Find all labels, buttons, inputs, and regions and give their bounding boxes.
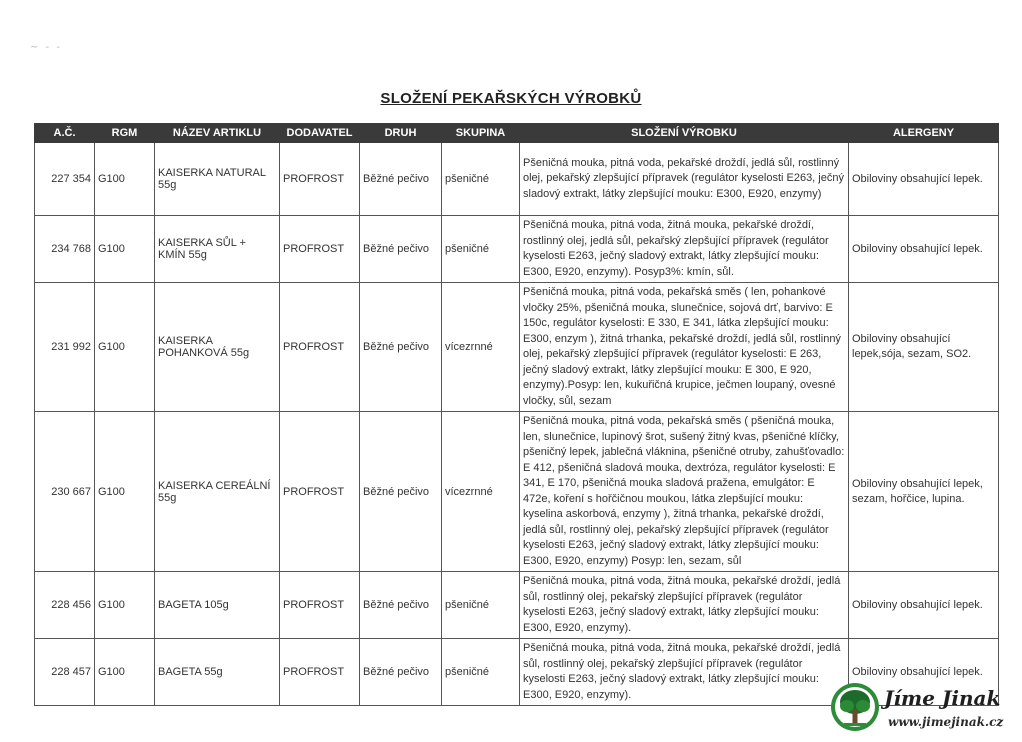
table-row [35, 572, 999, 639]
cell-kind: Běžné pečivo [360, 412, 442, 572]
cell-kind: Běžné pečivo [360, 216, 442, 283]
cell-supplier: PROFROST [280, 412, 360, 572]
cell-composition: Pšeničná mouka, pitná voda, žitná mouka, pekařské droždí, jedlá sůl, rostlinný olej, pekařský zlepšující přípravek (regulátor kyselosti E263, ječný sladový extrakt, látky zlepšující mouku: E300, E920, enzymy). [520, 639, 849, 706]
cell-kind: Běžné pečivo [360, 639, 442, 706]
cell-ac: 234 768 [35, 216, 95, 283]
cell-ac: 227 354 [35, 143, 95, 216]
header-ac: A.Č. [35, 124, 95, 143]
cell-name: KAISERKA SŮL + KMÍN 55g [155, 216, 280, 283]
cell-composition: Pšeničná mouka, pitná voda, pekařská směs ( pšeničná mouka, len, slunečnice, lupinový šrot, sušený žitný kvas, pšeničné klíčky, pšeničný lepek, jablečná vláknina, pšeničné otruby, zahušťovadlo: E 412, pšeničná sladová mouka, dextróza, regulátor kyselosti: E 341, E 170, pšeničná mouka sladová pražena, emulgátor: E 472e, koření s hořčičnou moukou, látka zlepšující mouku: kyselina askorbová, enzymy ), žitná trhanka, pekařské droždí, jedlá sůl, rostlinný olej, pekařský zlepšující přípravek (regulátor kyselosti E263, ječný sladový extrakt, látky zlepšující mouku: E300, E920, enzymy) Posyp: len, sezam, sůl [520, 412, 849, 572]
scan-mark: ~ - - [30, 42, 62, 53]
cell-rgm: G100 [95, 283, 155, 412]
header-kind: DRUH [360, 124, 442, 143]
logo-url: www.jimejinak.cz [888, 715, 1004, 729]
cell-allergens: Obiloviny obsahující lepek. [849, 572, 999, 639]
logo-name: Jíme Jinak [884, 686, 1001, 710]
cell-rgm: G100 [95, 216, 155, 283]
document-title: SLOŽENÍ PEKAŘSKÝCH VÝROBKŮ [380, 90, 642, 107]
cell-supplier: PROFROST [280, 216, 360, 283]
cell-ac: 230 667 [35, 412, 95, 572]
cell-group: vícezrnné [442, 283, 520, 412]
cell-name: BAGETA 55g [155, 639, 280, 706]
cell-group: pšeničné [442, 216, 520, 283]
cell-rgm: G100 [95, 412, 155, 572]
cell-ac: 231 992 [35, 283, 95, 412]
cell-rgm: G100 [95, 143, 155, 216]
cell-rgm: G100 [95, 572, 155, 639]
table-row [35, 412, 999, 572]
cell-kind: Běžné pečivo [360, 572, 442, 639]
header-name: NÁZEV ARTIKLU [155, 124, 280, 143]
cell-name: KAISERKA NATURAL 55g [155, 143, 280, 216]
cell-group: pšeničné [442, 143, 520, 216]
table-row [35, 283, 999, 412]
header-supplier: DODAVATEL [280, 124, 360, 143]
tree-icon [830, 682, 880, 732]
cell-composition: Pšeničná mouka, pitná voda, pekařské droždí, jedlá sůl, rostlinný olej, pekařský zlepšující přípravek (regulátor kyselosti E263, ječný sladový extrakt, látky zlepšující mouku: E300, E920, enzymy) [520, 143, 849, 216]
cell-name: KAISERKA POHANKOVÁ 55g [155, 283, 280, 412]
cell-group: pšeničné [442, 639, 520, 706]
cell-composition: Pšeničná mouka, pitná voda, pekařská směs ( len, pohankové vločky 25%, pšeničná mouka, slunečnice, sojová drť, barvivo: E 150c, regulátor kyselosti: E 330, E 341, látka zlepšující mouku: E300, enzym ), žitná trhanka, pekařské droždí, jedlá sůl, rostlinný olej, pekařský zlepšující přípravek (regulátor kyselosti: E 263, ječný sladový extrakt, látky zlepšující mouku: E 300, E 920, enzymy).Posyp: len, kukuřičná krupice, ječmen loupaný, ovesné vločky, sůl, sezam [520, 283, 849, 412]
cell-allergens: Obiloviny obsahující lepek. [849, 216, 999, 283]
header-allergens: ALERGENY [849, 124, 999, 143]
cell-ac: 228 457 [35, 639, 95, 706]
cell-allergens: Obiloviny obsahující lepek. [849, 143, 999, 216]
cell-allergens: Obiloviny obsahující lepek,sója, sezam, SO2. [849, 283, 999, 412]
cell-supplier: PROFROST [280, 143, 360, 216]
cell-allergens: Obiloviny obsahující lepek. [849, 639, 999, 706]
cell-supplier: PROFROST [280, 639, 360, 706]
cell-composition: Pšeničná mouka, pitná voda, žitná mouka, pekařské droždí, jedlá sůl, rostlinný olej, pekařský zlepšující přípravek (regulátor kyselosti E263, ječný sladový extrakt, látky zlepšující mouku: E300, E920, enzymy). [520, 572, 849, 639]
cell-ac: 228 456 [35, 572, 95, 639]
product-table [34, 123, 999, 706]
cell-name: KAISERKA CEREÁLNÍ 55g [155, 412, 280, 572]
cell-supplier: PROFROST [280, 283, 360, 412]
cell-supplier: PROFROST [280, 572, 360, 639]
cell-name: BAGETA 105g [155, 572, 280, 639]
table-row [35, 143, 999, 216]
header-group: SKUPINA [442, 124, 520, 143]
cell-allergens: Obiloviny obsahující lepek, sezam, hořčice, lupina. [849, 412, 999, 572]
header-rgm: RGM [95, 124, 155, 143]
cell-composition: Pšeničná mouka, pitná voda, žitná mouka, pekařské droždí, rostlinný olej, jedlá sůl, pekařský zlepšující přípravek (regulátor kyselosti E263, ječný sladový extrakt, látky zlepšující mouku: E300, E920, enzymy). Posyp3%: kmín, sůl. [520, 216, 849, 283]
table-header-row [35, 124, 999, 143]
jime-jinak-logo[interactable] [830, 682, 1016, 738]
cell-rgm: G100 [95, 639, 155, 706]
cell-group: vícezrnné [442, 412, 520, 572]
table-row [35, 216, 999, 283]
header-composition: SLOŽENÍ VÝROBKU [520, 124, 849, 143]
cell-group: pšeničné [442, 572, 520, 639]
cell-kind: Běžné pečivo [360, 283, 442, 412]
cell-kind: Běžné pečivo [360, 143, 442, 216]
